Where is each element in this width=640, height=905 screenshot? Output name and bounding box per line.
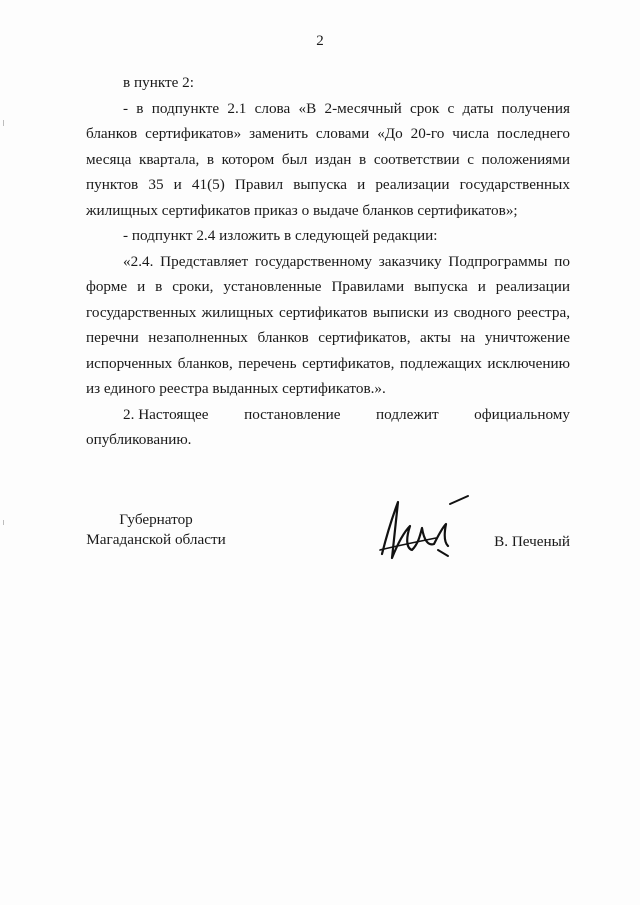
scan-edge-mark (3, 520, 4, 525)
signature-block (86, 510, 570, 570)
document-body (86, 70, 570, 453)
publication-word: подлежит (376, 405, 439, 423)
paragraph-amend-2-4-intro: - подпункт 2.4 изложить в следующей редакции: (123, 227, 438, 244)
scan-edge-mark (3, 120, 4, 126)
signatory-title-line: Губернатор (119, 511, 193, 528)
paragraph-new-2-4: «2.4. Представляет государственному заказчику Подпрограммы по форме и в сроки, установленные Правилами выпуска и реализации государственных жилищных сертификатов выписки из сводного реестра, перечни незаполненных бланков сертификатов, акты на уничтожение испорченных бланков, перечень сертификатов, подлежащих исключению из единого реестра выданных сертификатов.». (86, 252, 570, 397)
signatory-name: В. Печеный (494, 533, 570, 550)
paragraph-amend-2-1: - в подпункте 2.1 слова «В 2-месячный срок с даты получения бланков сертификатов» заменить словами «До 20-го числа последнего месяца квартала, в котором был издан в соответствии с положениями пунктов 35 и 41(5) Правил выпуска и реализации государственных жилищных сертификатов приказ о выдаче бланков сертификатов»; (86, 99, 570, 219)
signatory-title (86, 510, 226, 550)
publication-word: постановление (244, 405, 341, 423)
publication-word: официальному (474, 405, 570, 423)
handwritten-signature (376, 488, 476, 568)
signatory-title-line: Магаданской области (86, 531, 226, 548)
item-heading: в пункте 2: (123, 74, 194, 91)
paragraph-publication (86, 402, 570, 428)
page-number: 2 (316, 33, 324, 49)
publication-tail: опубликованию. (86, 431, 192, 448)
publication-word: 2. Настоящее (123, 405, 209, 423)
